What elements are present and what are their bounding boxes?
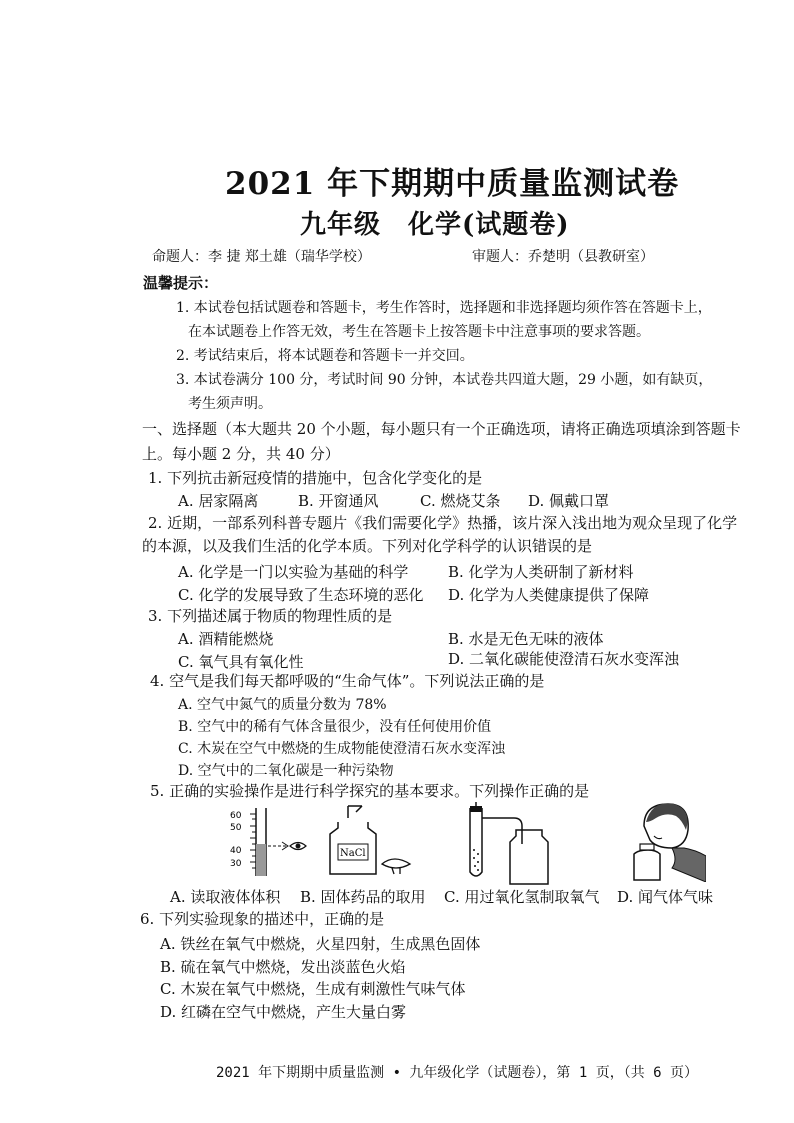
tick-label: 60 bbox=[230, 811, 242, 821]
option-d: D. 二氧化碳能使澄清石灰水变浑浊 bbox=[448, 650, 680, 668]
option-c: C. 氧气具有氧化性 bbox=[178, 653, 304, 671]
question-stem: 1. 下列抗击新冠疫情的措施中，包含化学变化的是 bbox=[148, 469, 483, 487]
option-c: C. 用过氧化氢制取氧气 bbox=[444, 888, 600, 906]
question-stem: 的本源，以及我们生活的化学本质。下列对化学科学的认识错误的是 bbox=[142, 537, 593, 555]
tick-label: 50 bbox=[230, 823, 242, 833]
figure-oxygen-apparatus bbox=[464, 800, 564, 886]
option-a: A. 读取液体体积 bbox=[170, 888, 281, 906]
option-c: C. 燃烧艾条 bbox=[420, 492, 501, 510]
option-c: C. 木炭在空气中燃烧的生成物能使澄清石灰水变浑浊 bbox=[178, 741, 506, 757]
notice-item: 1. 本试卷包括试题卷和答题卡，考生作答时，选择题和非选择题均须作答在答题卡上， bbox=[176, 300, 712, 316]
option-a: A. 空气中氮气的质量分数为 78% bbox=[178, 697, 387, 713]
figure-solid-reagent bbox=[322, 802, 422, 882]
tick-label: 30 bbox=[230, 859, 242, 869]
question-stem: 2. 近期，一部系列科普专题片《我们需要化学》热播，该片深入浅出地为观众呈现了化学 bbox=[148, 514, 738, 532]
spoon-icon bbox=[348, 806, 362, 818]
bottle-stopper bbox=[382, 859, 410, 868]
question-stem: 3. 下列描述属于物质的物理性质的是 bbox=[148, 607, 393, 625]
author-line: 命题人：李 捷 郑土雄（瑞华学校） bbox=[152, 249, 371, 265]
option-a: A. 居家隔离 bbox=[178, 492, 259, 510]
reviewer-line: 审题人：乔楚明（县教研室） bbox=[472, 249, 654, 265]
gas-bottle bbox=[634, 850, 660, 880]
tick-label: 40 bbox=[230, 846, 242, 856]
option-d: D. 闻气体气味 bbox=[617, 888, 714, 906]
notice-item: 2. 考试结束后，将本试题卷和答题卡一并交回。 bbox=[176, 348, 474, 364]
torso-icon bbox=[672, 848, 706, 882]
option-d: D. 化学为人类健康提供了保障 bbox=[448, 586, 650, 604]
test-tube bbox=[470, 808, 482, 876]
option-b: B. 化学为人类研制了新材料 bbox=[448, 563, 634, 581]
option-a: A. 化学是一门以实验为基础的科学 bbox=[178, 563, 409, 581]
option-b: B. 硫在氧气中燃烧，发出淡蓝色火焰 bbox=[160, 958, 406, 976]
reagent-label: NaCl bbox=[340, 848, 366, 859]
figure-smell-gas bbox=[626, 796, 706, 882]
option-c: C. 化学的发展导致了生态环境的恶化 bbox=[178, 586, 424, 604]
option-b: B. 水是无色无味的液体 bbox=[448, 630, 604, 648]
option-b: B. 空气中的稀有气体含量很少，没有任何使用价值 bbox=[178, 719, 492, 735]
page-subtitle: 九年级 化学(试题卷) bbox=[300, 210, 570, 240]
question-stem: 4. 空气是我们每天都呼吸的“生命气体”。下列说法正确的是 bbox=[150, 672, 545, 690]
notice-heading: 温馨提示： bbox=[143, 274, 219, 292]
figure-cylinder-reading bbox=[222, 806, 312, 880]
question-stem: 6. 下列实验现象的描述中，正确的是 bbox=[140, 910, 385, 928]
option-c: C. 木炭在氧气中燃烧，生成有刺激性气味气体 bbox=[160, 980, 466, 998]
notice-item: 考生须声明。 bbox=[188, 396, 272, 412]
option-d: D. 佩戴口罩 bbox=[528, 492, 610, 510]
question-stem: 5. 正确的实验操作是进行科学探究的基本要求。下列操作正确的是 bbox=[150, 782, 590, 800]
page-footer: 2021 年下期期中质量监测 • 九年级化学（试题卷），第 1 页，（共 6 页） bbox=[216, 1065, 699, 1081]
section-intro: 一、选择题（本大题共 20 个小题，每小题只有一个正确选项，请将正确选项填涂到答题卡 bbox=[142, 420, 741, 438]
cylinder-liquid bbox=[256, 844, 266, 876]
option-b: B. 开窗通风 bbox=[298, 492, 379, 510]
option-d: D. 红磷在空气中燃烧，产生大量白雾 bbox=[160, 1003, 407, 1021]
notice-item: 3. 本试卷满分 100 分，考试时间 90 分钟，本试卷共四道大题，29 小题，如有缺页， bbox=[176, 372, 713, 388]
option-a: A. 酒精能燃烧 bbox=[178, 630, 274, 648]
option-d: D. 空气中的二氧化碳是一种污染物 bbox=[178, 763, 394, 779]
section-intro: 上。每小题 2 分，共 40 分） bbox=[142, 445, 340, 463]
gas-bottle bbox=[510, 830, 548, 884]
option-a: A. 铁丝在氧气中燃烧，火星四射，生成黑色固体 bbox=[160, 935, 481, 953]
notice-item: 在本试题卷上作答无效，考生在答题卡上按答题卡中注意事项的要求答题。 bbox=[188, 324, 650, 340]
page-title: 2021 年下期期中质量监测试卷 bbox=[225, 166, 680, 202]
option-b: B. 固体药品的取用 bbox=[300, 888, 426, 906]
